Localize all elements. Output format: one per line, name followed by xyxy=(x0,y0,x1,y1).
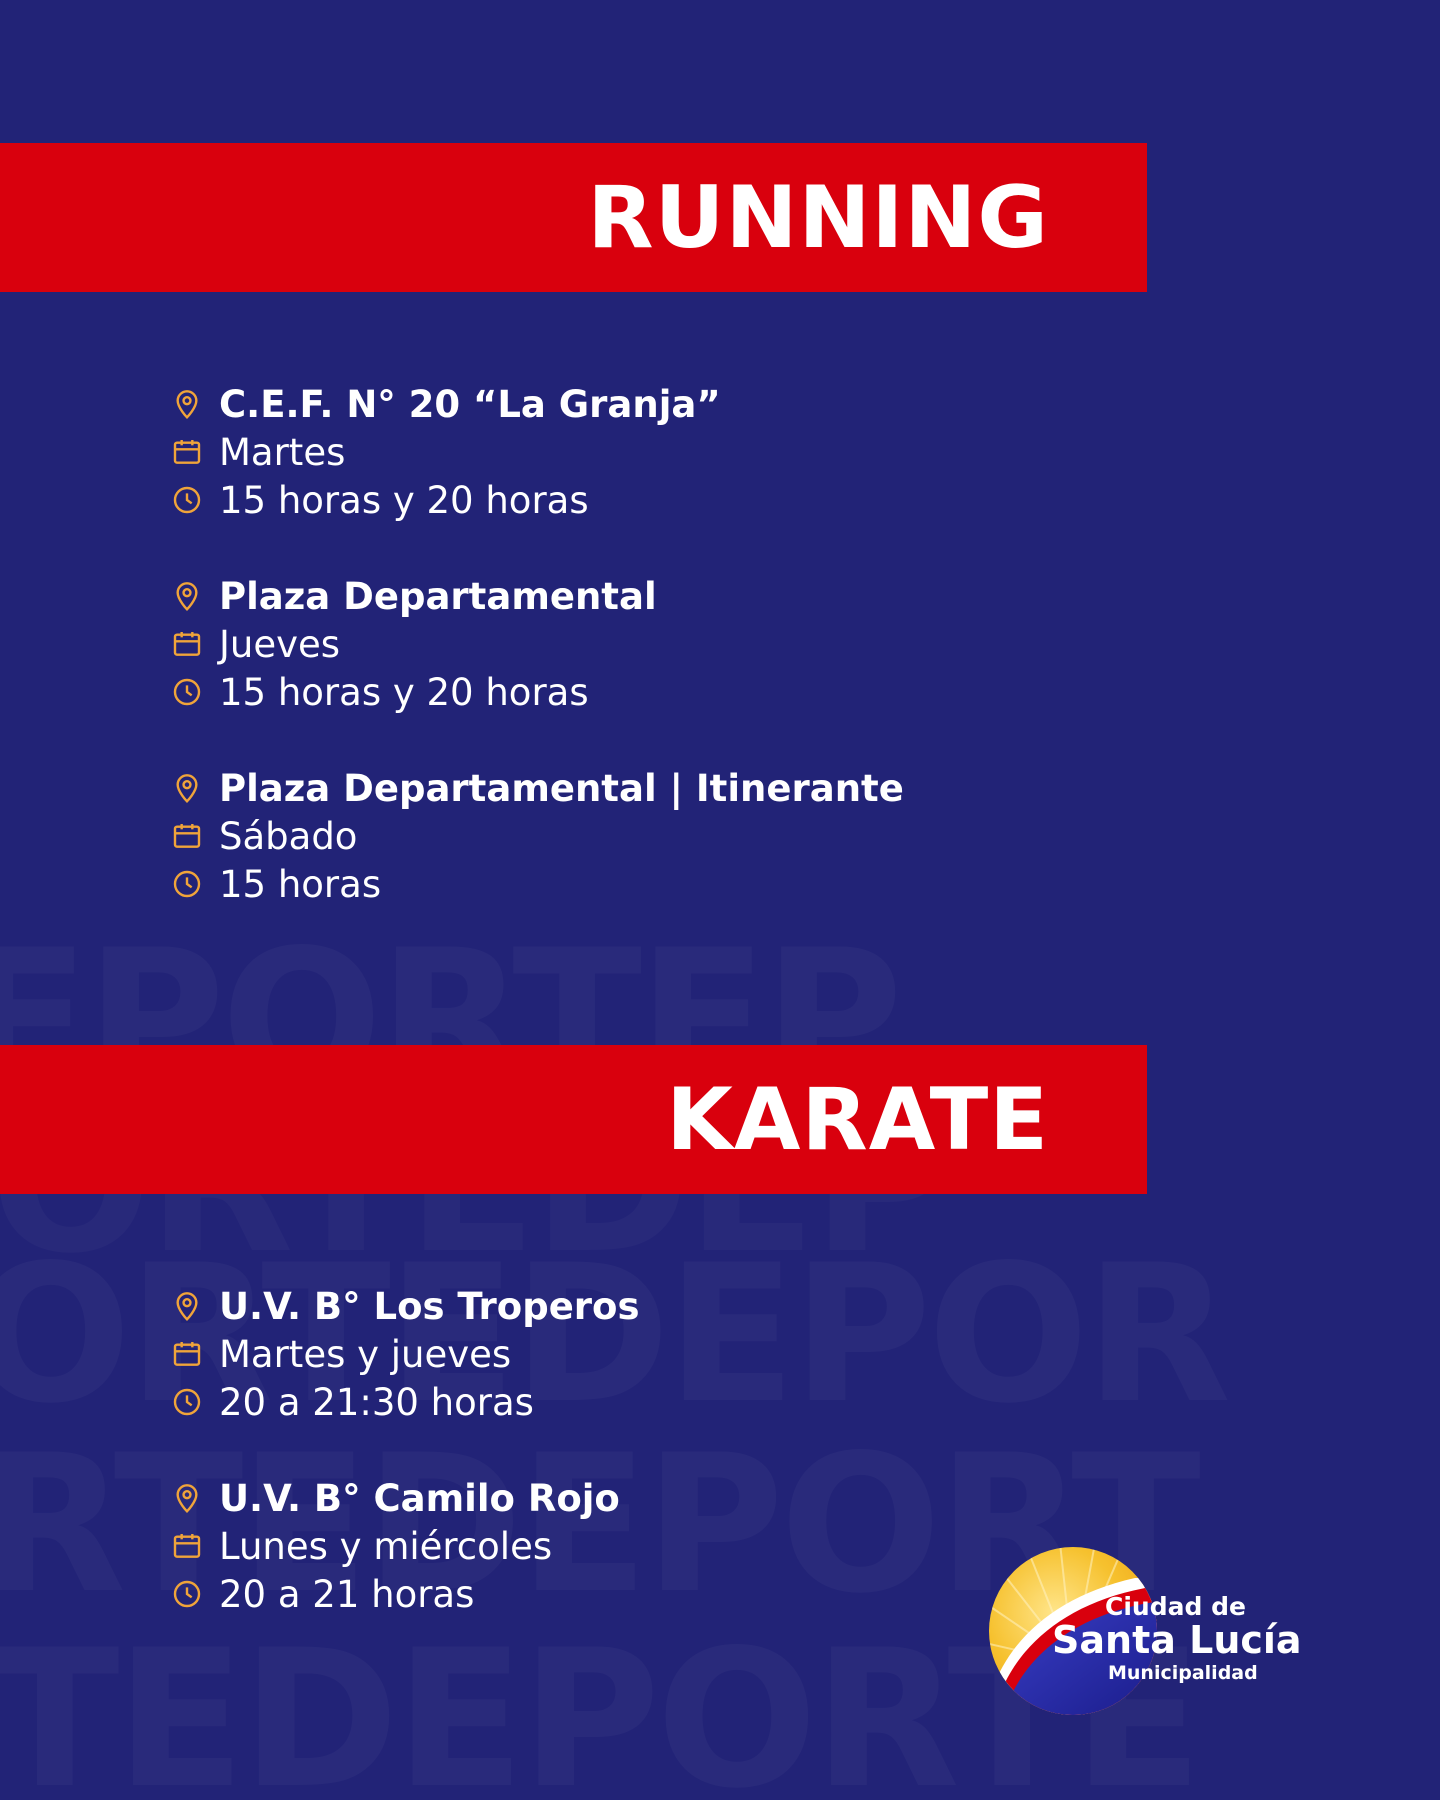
day-text: Jueves xyxy=(219,622,341,666)
karate-entry-2 xyxy=(168,1474,620,1618)
running-entry-3 xyxy=(168,764,904,908)
time-text: 15 horas xyxy=(219,862,382,906)
day-text: Sábado xyxy=(219,814,358,858)
calendar-icon xyxy=(168,817,206,855)
entry-time-row xyxy=(168,668,657,716)
place-name: C.E.F. N° 20 “La Granja” xyxy=(219,382,721,426)
running-entry-1 xyxy=(168,380,721,524)
time-text: 15 horas y 20 horas xyxy=(219,478,589,522)
clock-icon xyxy=(168,673,206,711)
place-name: U.V. B° Camilo Rojo xyxy=(219,1476,620,1520)
entry-day-row xyxy=(168,620,657,668)
clock-icon xyxy=(168,1383,206,1421)
location-pin-icon xyxy=(168,577,206,615)
place-name: Plaza Departamental | Itinerante xyxy=(219,766,904,810)
entry-time-row xyxy=(168,1378,640,1426)
entry-day-row xyxy=(168,428,721,476)
day-text: Martes xyxy=(219,430,346,474)
day-text: Martes y jueves xyxy=(219,1332,512,1376)
location-pin-icon xyxy=(168,1479,206,1517)
entry-place-row xyxy=(168,572,657,620)
time-text: 20 a 21:30 horas xyxy=(219,1380,534,1424)
logo-text-line1: Ciudad de xyxy=(1105,1592,1246,1621)
karate-entry-1 xyxy=(168,1282,640,1426)
calendar-icon xyxy=(168,1335,206,1373)
running-title: RUNNING xyxy=(587,167,1049,268)
time-text: 20 a 21 horas xyxy=(219,1572,475,1616)
karate-banner xyxy=(0,1045,1147,1194)
logo-text-line2: Santa Lucía xyxy=(1052,1618,1302,1662)
clock-icon xyxy=(168,481,206,519)
entry-place-row xyxy=(168,764,904,812)
entry-time-row xyxy=(168,860,904,908)
karate-title: KARATE xyxy=(666,1069,1049,1170)
calendar-icon xyxy=(168,433,206,471)
clock-icon xyxy=(168,865,206,903)
day-text: Lunes y miércoles xyxy=(219,1524,553,1568)
entry-day-row xyxy=(168,1522,620,1570)
place-name: Plaza Departamental xyxy=(219,574,657,618)
entry-day-row xyxy=(168,812,904,860)
location-pin-icon xyxy=(168,769,206,807)
location-pin-icon xyxy=(168,1287,206,1325)
entry-time-row xyxy=(168,1570,620,1618)
entry-time-row xyxy=(168,476,721,524)
running-banner xyxy=(0,143,1147,292)
calendar-icon xyxy=(168,625,206,663)
place-name: U.V. B° Los Troperos xyxy=(219,1284,640,1328)
location-pin-icon xyxy=(168,385,206,423)
entry-place-row xyxy=(168,380,721,428)
logo-text-line3: Municipalidad xyxy=(1108,1662,1258,1684)
time-text: 15 horas y 20 horas xyxy=(219,670,589,714)
municipality-logo xyxy=(985,1540,1325,1720)
entry-place-row xyxy=(168,1474,620,1522)
entry-day-row xyxy=(168,1330,640,1378)
clock-icon xyxy=(168,1575,206,1613)
running-entry-2 xyxy=(168,572,657,716)
entry-place-row xyxy=(168,1282,640,1330)
calendar-icon xyxy=(168,1527,206,1565)
